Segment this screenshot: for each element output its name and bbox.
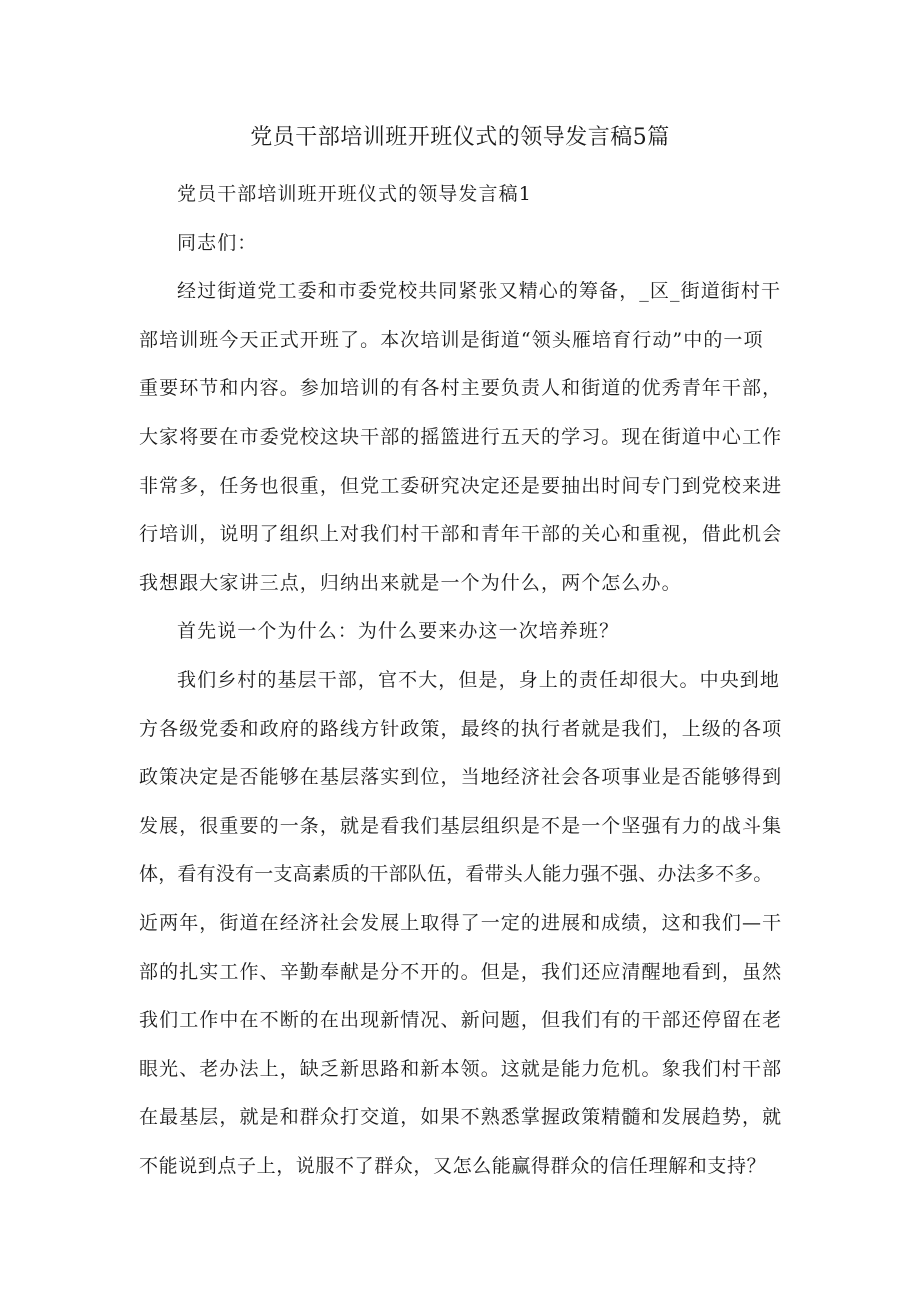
paragraph-line: 在最基层，就是和群众打交道，如果不熟悉掌握政策精髓和发展趋势，就 [139, 1106, 783, 1129]
paragraph-line: 我们乡村的基层干部，官不大，但是，身上的责任却很大。中央到地 [177, 668, 781, 691]
paragraph-line: 发展，很重要的一条，就是看我们基层组织是不是一个坚强有力的战斗集 [139, 814, 783, 837]
salutation-line: 同志们： [177, 231, 258, 254]
paragraph-line: 近两年，街道在经济社会发展上取得了一定的进展和成绩，这和我们—干 [139, 911, 783, 934]
paragraph-line: 非常多，任务也很重，但党工委研究决定还是要抽出时间专门到党校来进 [139, 474, 783, 497]
paragraph-line: 我们工作中在不断的在出现新情况、新问题，但我们有的干部还停留在老 [139, 1009, 783, 1032]
paragraph-line: 大家将要在市委党校这块干部的摇篮进行五天的学习。现在街道中心工作 [139, 425, 783, 448]
paragraph-line: 我想跟大家讲三点，归纳出来就是一个为什么，两个怎么办。 [139, 571, 682, 594]
document-title: 党员干部培训班开班仪式的领导发言稿5篇 [250, 125, 670, 150]
paragraph-line: 不能说到点子上，说服不了群众，又怎么能赢得群众的信任理解和支持？ [139, 1154, 767, 1177]
paragraph-line: 政策决定是否能够在基层落实到位，当地经济社会各项事业是否能够得到 [139, 766, 783, 789]
paragraph-line: 经过街道党工委和市委党校共同紧张又精心的筹备，_区_街道街村干 [177, 280, 782, 303]
paragraph-line: 首先说一个为什么：为什么要来办这一次培养班？ [177, 620, 620, 643]
paragraph-line: 体，看有没有一支高素质的干部队伍，看带头人能力强不强、办法多不多。 [139, 863, 773, 886]
document-body [139, 170, 799, 1190]
paragraph-line: 部培训班今天正式开班了。本次培训是街道“领头雁培育行动”中的一项 [139, 328, 764, 351]
paragraph-line: 方各级党委和政府的路线方针政策，最终的执行者就是我们，上级的各项 [139, 717, 783, 740]
paragraph-line: 眼光、老办法上，缺乏新思路和新本领。这就是能力危机。象我们村干部 [139, 1057, 783, 1080]
paragraph-line: 部的扎实工作、辛勤奉献是分不开的。但是，我们还应清醒地看到，虽然 [139, 960, 783, 983]
subtitle-line: 党员干部培训班开班仪式的领导发言稿1 [177, 183, 532, 205]
paragraph-line: 行培训，说明了组织上对我们村干部和青年干部的关心和重视，借此机会 [139, 523, 783, 546]
paragraph-line: 重要环节和内容。参加培训的有各村主要负责人和街道的优秀青年干部， [139, 377, 783, 400]
